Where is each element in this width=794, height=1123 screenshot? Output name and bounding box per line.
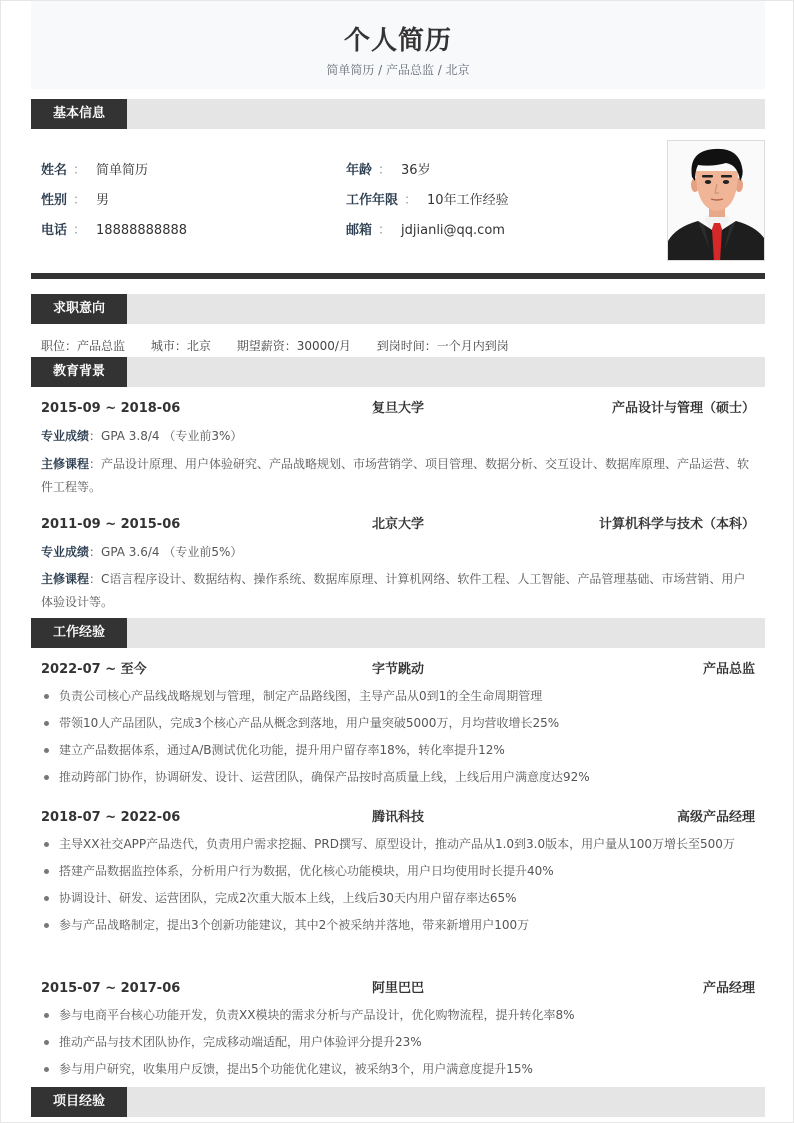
list-item: 推动跨部门协作，协调研发、设计、运营团队，确保产品按时高质量上线，上线后用户满意度达92% bbox=[41, 766, 755, 788]
info-name: 姓名 ： 简单简历 bbox=[41, 163, 149, 178]
section-title: 基本信息 bbox=[31, 99, 127, 129]
list-item: 推动产品与技术团队协作，完成移动端适配，用户体验评分提升23% bbox=[41, 1031, 755, 1053]
edu-courses: 主修课程：C语言程序设计、数据结构、操作系统、数据库原理、计算机网络、软件工程、人工智能、产品管理基础、市场营销、用户体验设计等。 bbox=[41, 572, 746, 609]
edu-period: 2015-09 ~ 2018-06 bbox=[41, 401, 181, 416]
list-item: 参与用户研究，收集用户反馈，提出5个功能优化建议，被采纳3个，用户满意度提升15% bbox=[41, 1058, 755, 1080]
education-entry-header bbox=[41, 516, 755, 534]
divider bbox=[31, 273, 765, 279]
info-value: jdjianli@qq.com bbox=[401, 223, 505, 238]
work-bullets bbox=[41, 833, 755, 941]
work-title: 高级产品经理 bbox=[676, 810, 755, 825]
section-job-intent bbox=[31, 294, 765, 324]
work-title: 产品经理 bbox=[702, 981, 755, 996]
section-title: 求职意向 bbox=[31, 294, 127, 324]
info-value: 男 bbox=[96, 193, 110, 208]
list-item: 参与产品战略制定，提出3个创新功能建议，其中2个被采纳并落地，带来新增用户100万 bbox=[41, 914, 755, 936]
list-item: 参与电商平台核心功能开发，负责XX模块的需求分析与产品设计，优化购物流程，提升转化率8% bbox=[41, 1004, 755, 1026]
work-period: 2022-07 ~ 至今 bbox=[41, 662, 147, 677]
edu-courses: 主修课程：产品设计原理、用户体验研究、产品战略规划、市场营销学、项目管理、数据分析、交互设计、数据库原理、产品运营、软件工程等。 bbox=[41, 457, 750, 494]
work-title: 产品总监 bbox=[702, 662, 755, 677]
avatar bbox=[667, 140, 765, 261]
info-label: 姓名 bbox=[41, 163, 68, 178]
work-company: 腾讯科技 bbox=[371, 810, 424, 825]
info-value: 36岁 bbox=[401, 163, 431, 178]
work-bullets bbox=[41, 1004, 755, 1085]
list-item: 带领10人产品团队，完成3个核心产品从概念到落地，用户量突破5000万，月均营收增长25% bbox=[41, 712, 755, 734]
work-company: 阿里巴巴 bbox=[371, 981, 424, 996]
page-subtitle: 简单简历 / 产品总监 / 北京 bbox=[326, 63, 470, 77]
info-value: 10年工作经验 bbox=[427, 193, 509, 208]
section-basic-info bbox=[31, 99, 765, 129]
list-item: 协调设计、研发、运营团队，完成2次重大版本上线，上线后30天内用户留存率达65% bbox=[41, 887, 755, 909]
edu-major: 计算机科学与技术（本科） bbox=[598, 517, 755, 532]
section-title: 项目经验 bbox=[31, 1087, 127, 1117]
resume-header bbox=[31, 1, 765, 89]
list-item: 建立产品数据体系，通过A/B测试优化功能，提升用户留存率18%，转化率提升12% bbox=[41, 739, 755, 761]
work-company: 字节跳动 bbox=[371, 662, 424, 677]
education-entry-header bbox=[41, 400, 755, 418]
info-label: 电话 bbox=[41, 223, 68, 238]
section-education bbox=[31, 357, 765, 387]
intent-city: 城市：北京 bbox=[150, 339, 211, 353]
work-bullets bbox=[41, 685, 755, 793]
info-value: 18888888888 bbox=[96, 223, 188, 238]
info-phone: 电话 ： 18888888888 bbox=[41, 223, 188, 238]
info-years: 工作年限 ： 10年工作经验 bbox=[346, 193, 509, 208]
info-label: 性别 bbox=[41, 193, 68, 208]
section-title: 教育背景 bbox=[31, 357, 127, 387]
info-label: 工作年限 bbox=[346, 193, 399, 208]
list-item: 负责公司核心产品线战略规划与管理，制定产品路线图，主导产品从0到1的全生命周期管理 bbox=[41, 685, 755, 707]
page-title: 个人简历 bbox=[343, 26, 452, 56]
work-entry-header bbox=[41, 809, 755, 827]
edu-grade: 专业成绩：GPA 3.6/4 （专业前5%） bbox=[41, 545, 243, 559]
avatar-portrait-icon bbox=[668, 141, 765, 261]
intent-position: 职位：产品总监 bbox=[41, 339, 126, 353]
info-value: 简单简历 bbox=[96, 163, 149, 178]
work-period: 2018-07 ~ 2022-06 bbox=[41, 810, 181, 825]
work-entry-header bbox=[41, 661, 755, 679]
edu-grade: 专业成绩：GPA 3.8/4 （专业前3%） bbox=[41, 429, 243, 443]
info-gender: 性别 ： 男 bbox=[41, 193, 110, 208]
work-period: 2015-07 ~ 2017-06 bbox=[41, 981, 181, 996]
section-work bbox=[31, 618, 765, 648]
job-intent-row bbox=[41, 338, 531, 354]
work-entry-header bbox=[41, 980, 755, 998]
section-projects bbox=[31, 1087, 765, 1117]
intent-arrival: 到岗时间：一个月内到岗 bbox=[376, 339, 509, 353]
list-item: 主导XX社交APP产品迭代，负责用户需求挖掘、PRD撰写、原型设计，推动产品从1.0到3.0版本，用户量从100万增长至500万 bbox=[41, 833, 755, 855]
section-title: 工作经验 bbox=[31, 618, 127, 648]
info-email: 邮箱 ： jdjianli@qq.com bbox=[346, 223, 505, 238]
edu-school: 北京大学 bbox=[371, 517, 424, 532]
info-label: 邮箱 bbox=[346, 223, 373, 238]
resume-page bbox=[31, 1, 765, 1109]
edu-major: 产品设计与管理（硕士） bbox=[611, 401, 755, 416]
edu-period: 2011-09 ~ 2015-06 bbox=[41, 517, 181, 532]
intent-salary: 期望薪资：30000/月 bbox=[236, 339, 351, 353]
info-label: 年龄 bbox=[346, 163, 373, 178]
list-item: 搭建产品数据监控体系，分析用户行为数据，优化核心功能模块，用户日均使用时长提升40% bbox=[41, 860, 755, 882]
info-age: 年龄 ： 36岁 bbox=[346, 163, 431, 178]
edu-school: 复旦大学 bbox=[371, 401, 424, 416]
